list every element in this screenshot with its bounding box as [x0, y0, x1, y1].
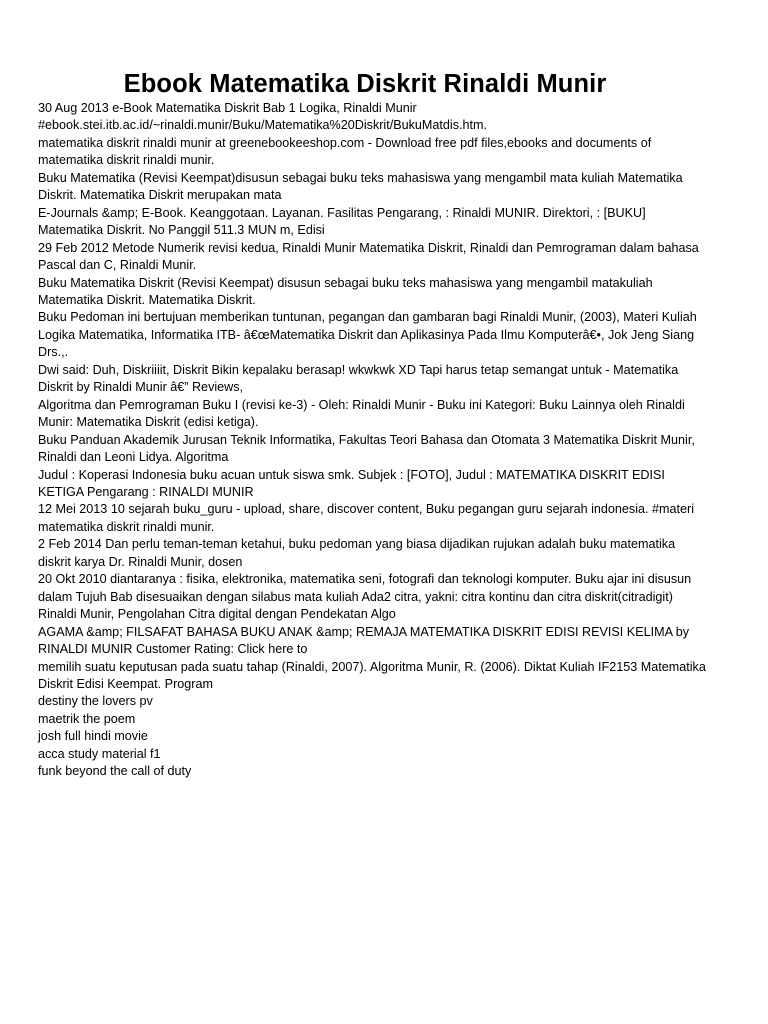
text-paragraph	[38, 728, 758, 745]
text-line: Buku Matematika (Revisi Keempat)disusun sebagai buku teks mahasiswa yang mengambil mata kuliah Matematika	[38, 170, 683, 185]
text-line: RINALDI MUNIR Customer Rating: Click here to	[38, 642, 308, 657]
text-line: E-Journals &amp; E-Book. Keanggotaan. Layanan. Fasilitas Pengarang, : Rinaldi MUNIR. Direktori, : [BUKU]	[38, 205, 646, 220]
text-line: matematika diskrit rinaldi munir.	[38, 153, 215, 168]
text-line: 20 Okt 2010 diantaranya : fisika, elektronika, matematika seni, fotografi dan teknologi komputer. Buku ajar ini disusun	[38, 572, 692, 587]
text-line: AGAMA &amp; FILSAFAT BAHASA BUKU ANAK &amp; REMAJA MATEMATIKA DISKRIT EDISI REVISI KELIMA by	[38, 624, 690, 639]
text-line: Munir: Matematika Diskrit (edisi ketiga).	[38, 415, 259, 430]
text-paragraph	[38, 624, 758, 659]
text-paragraph	[38, 309, 758, 361]
text-line: Matematika Diskrit. No Panggil 511.3 MUN m, Edisi	[38, 223, 325, 238]
text-line: Buku Pedoman ini bertujuan memberikan tuntunan, pegangan dan gambaran bagi Rinaldi Munir, (2003), Materi Kuliah	[38, 310, 697, 325]
text-paragraph	[38, 397, 758, 432]
text-line: 12 Mei 2013 10 sejarah buku_guru - upload, share, discover content, Buku pegangan guru sejarah indonesia. #materi	[38, 502, 695, 517]
text-line: diskrit karya Dr. Rinaldi Munir, dosen	[38, 554, 243, 569]
text-paragraph	[38, 571, 758, 623]
text-line: Dwi said: Duh, Diskriiiit, Diskrit Bikin kepalaku berasap! wkwkwk XD Tapi harus tetap semangat untuk - Matematika	[38, 362, 679, 377]
text-line: matematika diskrit rinaldi munir at greenebookeeshop.com - Download free pdf files,ebooks and documents of	[38, 135, 652, 150]
text-line: acca study material f1	[38, 746, 161, 761]
text-line: #ebook.stei.itb.ac.id/~rinaldi.munir/Buku/Matematika%20Diskrit/BukuMatdis.htm.	[38, 118, 488, 133]
text-line: destiny the lovers pv	[38, 694, 153, 709]
text-line: Rinaldi dan Leoni Lidya. Algoritma	[38, 450, 229, 465]
text-line: Pascal dan C, Rinaldi Munir.	[38, 258, 197, 273]
text-line: 2 Feb 2014 Dan perlu teman-teman ketahui, buku pedoman yang biasa dijadikan rujukan adalah buku matematika	[38, 537, 676, 552]
text-line: Logika Matematika, Informatika ITB- â€œMatematika Diskrit dan Aplikasinya Pada Ilmu Komputerâ€•, Jok Jeng Siang	[38, 327, 695, 342]
text-paragraph	[38, 693, 758, 710]
text-line: Matematika Diskrit. Matematika Diskrit.	[38, 292, 256, 307]
document-title: Ebook Matematika Diskrit Rinaldi Munir	[123, 70, 607, 98]
text-paragraph	[38, 763, 758, 780]
document-body	[38, 100, 758, 781]
text-line: Judul : Koperasi Indonesia buku acuan untuk siswa smk. Subjek : [FOTO], Judul : MATEMATIKA DISKRIT EDISI	[38, 467, 665, 482]
text-paragraph	[38, 205, 758, 240]
text-paragraph	[38, 501, 758, 536]
text-line: josh full hindi movie	[38, 729, 148, 744]
text-paragraph	[38, 240, 758, 275]
text-line: matematika diskrit rinaldi munir.	[38, 519, 215, 534]
text-paragraph	[38, 135, 758, 170]
text-line: Diskrit. Matematika Diskrit merupakan mata	[38, 188, 282, 203]
text-line: Algoritma dan Pemrograman Buku I (revisi ke-3) - Oleh: Rinaldi Munir - Buku ini Kategori: Buku Lainnya oleh Rinaldi	[38, 397, 685, 412]
text-paragraph	[38, 100, 758, 135]
text-paragraph	[38, 170, 758, 205]
text-paragraph	[38, 467, 758, 502]
text-paragraph	[38, 659, 758, 694]
text-line: Buku Panduan Akademik Jurusan Teknik Informatika, Fakultas Teori Bahasa dan Otomata 3 Matematika Diskrit Munir,	[38, 432, 695, 447]
text-paragraph	[38, 746, 758, 763]
text-line: 30 Aug 2013 e-Book Matematika Diskrit Bab 1 Logika, Rinaldi Munir	[38, 101, 417, 115]
text-line: Rinaldi Munir, Pengolahan Citra digital dengan Pendekatan Algo	[38, 607, 396, 622]
text-paragraph	[38, 432, 758, 467]
text-paragraph	[38, 362, 758, 397]
text-line: Diskrit Edisi Keempat. Program	[38, 676, 213, 691]
text-paragraph	[38, 275, 758, 310]
text-line: Diskrit by Rinaldi Munir â€” Reviews,	[38, 380, 244, 395]
text-line: dalam Tujuh Bab disesuaikan dengan silabus mata kuliah Ada2 citra, yakni: citra kontinu dan citra diskrit(citradigit)	[38, 589, 673, 604]
text-line: funk beyond the call of duty	[38, 764, 192, 779]
text-line: Buku Matematika Diskrit (Revisi Keempat) disusun sebagai buku teks mahasiswa yang mengambil matakuliah	[38, 275, 653, 290]
text-line: memilih suatu keputusan pada suatu tahap (Rinaldi, 2007). Algoritma Munir, R. (2006). Diktat Kuliah IF2153 Matematika	[38, 659, 706, 674]
text-line: KETIGA Pengarang : RINALDI MUNIR	[38, 484, 254, 499]
text-paragraph	[38, 711, 758, 728]
text-line: 29 Feb 2012 Metode Numerik revisi kedua, Rinaldi Munir Matematika Diskrit, Rinaldi dan Pemrograman dalam bahasa	[38, 240, 699, 255]
text-paragraph	[38, 536, 758, 571]
text-line: maetrik the poem	[38, 711, 136, 726]
text-line: Drs.,.	[38, 345, 69, 360]
